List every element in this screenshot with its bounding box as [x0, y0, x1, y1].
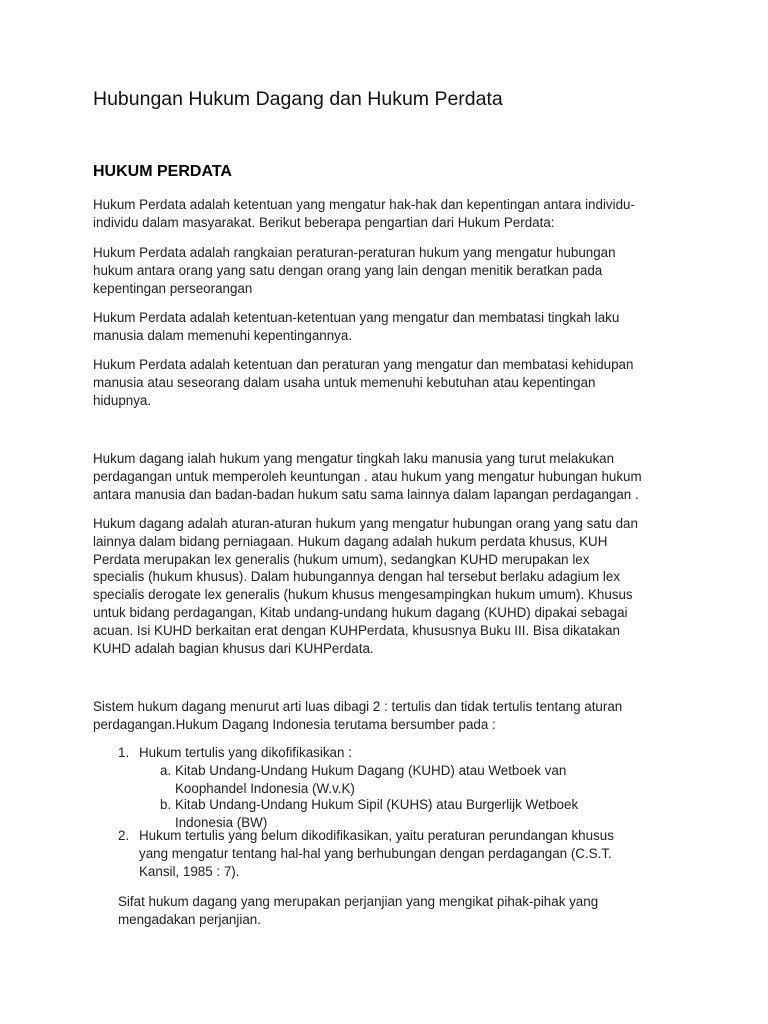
- text-line: perdagangan untuk memperoleh keuntungan . atau hukum yang mengatur hubungan hukum: [93, 468, 642, 484]
- text-line: acuan. Isi KUHD berkaitan erat dengan KUHPerdata, khususnya Buku III. Bisa dikatakan: [93, 622, 620, 638]
- text-line: Koophandel Indonesia (W.v.K): [175, 780, 355, 796]
- section-heading: HUKUM PERDATA: [93, 163, 232, 180]
- text-line: individu dalam masyarakat. Berikut beberapa pengartian dari Hukum Perdata:: [93, 214, 555, 230]
- list-item-text: [175, 762, 566, 798]
- text-line: Hukum dagang ialah hukum yang mengatur tingkah laku manusia yang turut melakukan: [93, 451, 615, 466]
- text-line: yang mengatur tentang hal-hal yang berhubungan dengan perdagangan (C.S.T.: [139, 845, 612, 861]
- text-line: mengadakan perjanjian.: [118, 911, 261, 927]
- paragraph: [93, 309, 619, 345]
- text-line: Hukum Perdata adalah rangkaian peraturan-peraturan hukum yang mengatur hubungan: [93, 245, 616, 260]
- paragraph: [93, 196, 635, 232]
- text-line: KUHD adalah bagian khusus dari KUHPerdata.: [93, 640, 374, 656]
- text-line: Kitab Undang-Undang Hukum Sipil (KUHS) atau Burgerlijk Wetboek: [175, 797, 579, 812]
- text-line: hukum antara orang yang satu dengan orang yang lain dengan menitik beratkan pada: [93, 262, 603, 278]
- text-line: antara manusia dan badan-badan hukum satu sama lainnya dalam lapangan perdagangan .: [93, 486, 639, 502]
- text-line: manusia atau seseorang dalam usaha untuk memenuhi kebutuhan atau kepentingan: [93, 374, 596, 390]
- text-line: specialis (hukum khusus). Dalam hubungannya dengan hal tersebut berlaku adagium lex: [93, 569, 621, 585]
- text-line: Indonesia (BW): [175, 814, 268, 830]
- paragraph: [93, 244, 616, 297]
- paragraph: [93, 356, 633, 409]
- text-line: manusia dalam memenuhi kepentingannya.: [93, 327, 353, 343]
- text-line: untuk bidang perdagangan, Kitab undang-undang hukum dagang (KUHD) dipakai sebagai: [93, 604, 628, 620]
- text-line: perdagangan.Hukum Dagang Indonesia terutama bersumber pada :: [93, 716, 496, 732]
- paragraph: [118, 893, 598, 929]
- text-line: Perdata merupakan lex generalis (hukum umum), sedangkan KUHD merupakan lex: [93, 551, 590, 567]
- list-item-text: [139, 744, 352, 762]
- text-line: kepentingan perseorangan: [93, 280, 253, 296]
- text-line: Kitab Undang-Undang Hukum Dagang (KUHD) atau Wetboek van: [175, 763, 567, 778]
- text-line: Hukum dagang adalah aturan-aturan hukum yang mengatur hubungan orang yang satu dan: [93, 516, 638, 531]
- text-line: Hukum Perdata adalah ketentuan yang mengatur hak-hak dan kepentingan antara individu-: [93, 197, 635, 212]
- list-letter: a.: [160, 763, 172, 778]
- list-letter: b.: [160, 797, 172, 812]
- text-line: Sistem hukum dagang menurut arti luas dibagi 2 : tertulis dan tidak tertulis tentang aturan: [93, 699, 623, 714]
- list-number: 1.: [118, 745, 130, 760]
- text-line: Hukum tertulis yang belum dikodifikasikan, yaitu peraturan perundangan khusus: [139, 828, 614, 843]
- text-line: hidupnya.: [93, 392, 152, 408]
- text-line: specialis derogate lex generalis (hukum khusus mengesampingkan hukum umum). Khusus: [93, 587, 633, 603]
- text-line: Kansil, 1985 : 7).: [139, 863, 240, 879]
- document-title: Hubungan Hukum Dagang dan Hukum Perdata: [93, 88, 503, 110]
- list-number: 2.: [118, 828, 130, 843]
- paragraph: [93, 450, 642, 503]
- paragraph: [93, 698, 622, 734]
- text-line: Sifat hukum dagang yang merupakan perjanjian yang mengikat pihak-pihak yang: [118, 894, 599, 909]
- text-line: Hukum Perdata adalah ketentuan-ketentuan yang mengatur dan membatasi tingkah laku: [93, 310, 620, 325]
- text-line: Hukum tertulis yang dikofifikasikan :: [139, 745, 352, 760]
- text-line: lainnya dalam bidang perniagaan. Hukum dagang adalah hukum perdata khusus, KUH: [93, 533, 608, 549]
- paragraph: [93, 515, 638, 657]
- text-line: Hukum Perdata adalah ketentuan dan peraturan yang mengatur dan membatasi kehidupan: [93, 357, 634, 372]
- list-item-text: [139, 827, 614, 880]
